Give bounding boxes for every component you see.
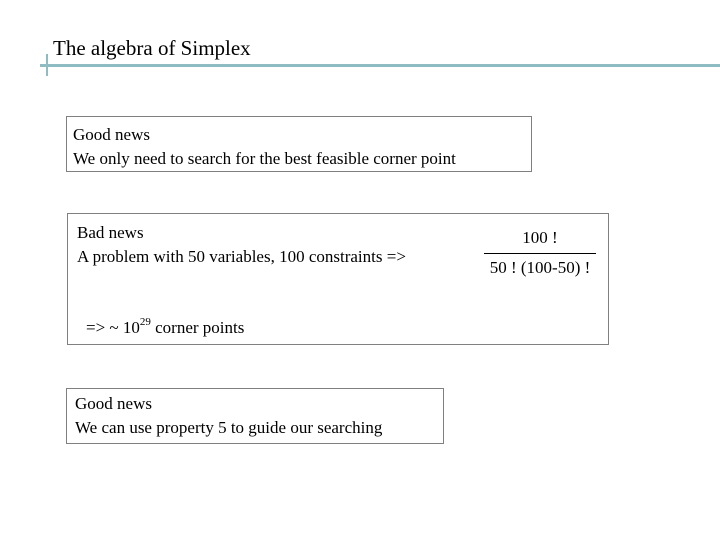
good-news-box-1 xyxy=(66,116,532,172)
title-tick-mark xyxy=(46,54,48,76)
box2-text: A problem with 50 variables, 100 constraints => xyxy=(77,247,406,266)
estimate-prefix: => ~ 10 xyxy=(86,318,140,337)
corner-points-estimate xyxy=(86,316,244,340)
box3-text: We can use property 5 to guide our searching xyxy=(75,418,383,437)
box1-text: We only need to search for the best feasible corner point xyxy=(73,149,456,168)
fraction-bar xyxy=(484,253,596,254)
fraction-denominator: 50 ! (100-50) ! xyxy=(489,258,591,277)
bad-news-box xyxy=(67,213,609,345)
fraction-numerator: 100 ! xyxy=(522,228,558,247)
good-news-box-2 xyxy=(66,388,444,444)
box2-heading: Bad news xyxy=(77,223,144,242)
title-underline xyxy=(40,64,720,67)
box1-heading: Good news xyxy=(73,125,150,144)
estimate-suffix: corner points xyxy=(150,318,245,337)
box3-heading: Good news xyxy=(75,394,152,413)
factorial-fraction xyxy=(478,226,602,280)
estimate-exponent: 29 xyxy=(139,316,151,329)
slide-title: The algebra of Simplex xyxy=(53,36,251,60)
